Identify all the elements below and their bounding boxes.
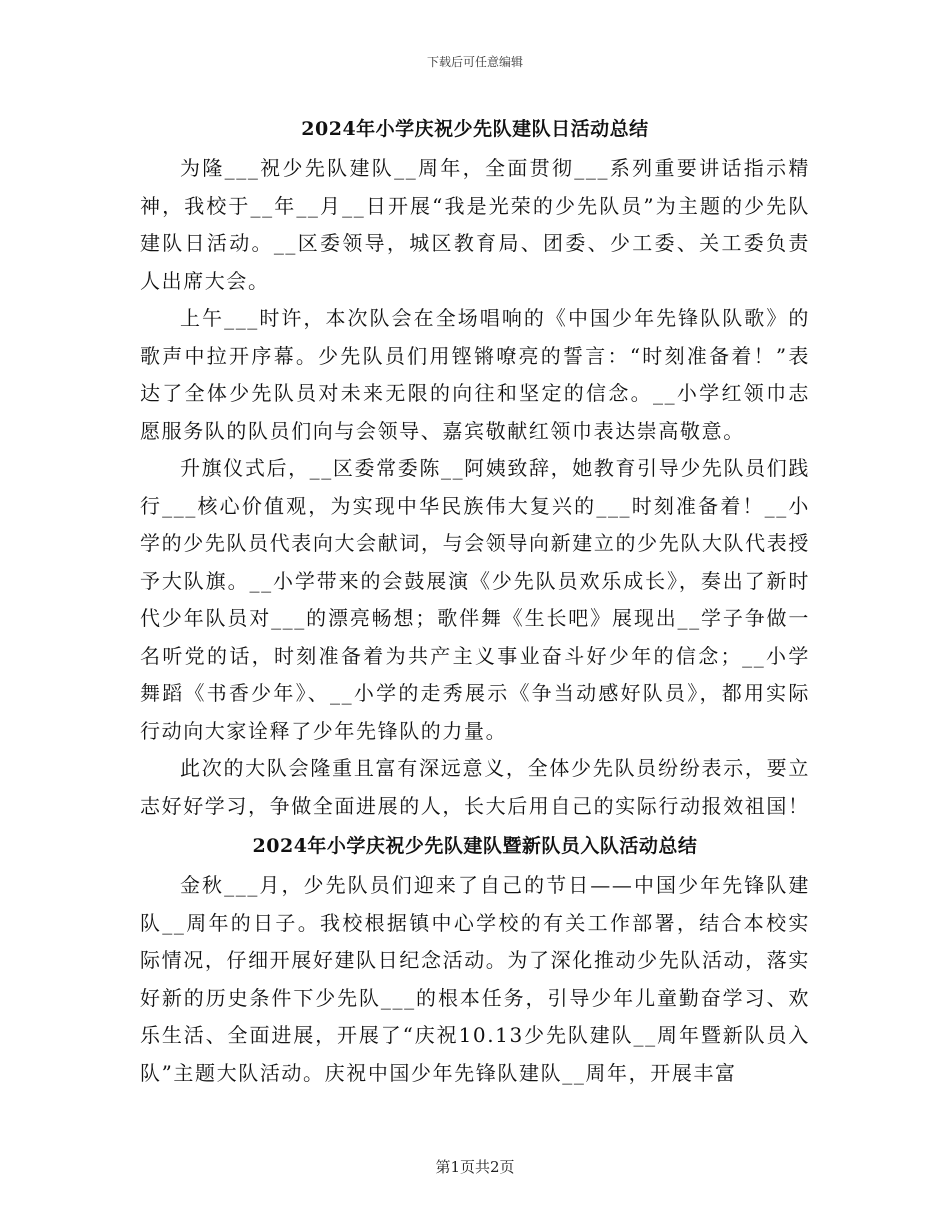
section-title: 2024年小学庆祝少先队建队暨新队员入队活动总结 — [252, 835, 698, 857]
header-note: 下载后可任意编辑 — [426, 55, 523, 69]
paragraph: 为隆___祝少先队建队__周年，全面贯彻___系列重要讲话指示精神，我校于__年__月__日开展“我是光荣的少先队员”为主题的少先队建队日活动。__区委领导，城区教育局、团委、少工委、关工委负责人出席大会。 — [140, 156, 810, 293]
paragraph: 升旗仪式后，__区委常委陈__阿姨致辞，她教育引导少先队员们践行___核心价值观，为实现中华民族伟大复兴的___时刻准备着！__小学的少先队员代表向大会献词，与会领导向新建立的少先队大队代表授予大队旗。__小学带来的会鼓展演《少先队员欢乐成长》，奏出了新时代少年队员对___的漂亮畅想；歌伴舞《生长吧》展现出__学子争做一名听党的话，时刻准备着为共产主义事业奋斗好少年的信念；__小学舞蹈《书香少年》、__小学的走秀展示《争当动感好队员》，都用实际行动向大家诠释了少年先锋队的力量。 — [140, 456, 810, 743]
paragraph: 此次的大队会隆重且富有深远意义，全体少先队员纷纷表示，要立志好好学习，争做全面进展的人，长大后用自己的实际行动报效祖国！ — [140, 756, 810, 818]
paragraph: 金秋___月，少先队员们迎来了自己的节日——中国少年先锋队建队__周年的日子。我校根据镇中心学校的有关工作部署，结合本校实际情况，仔细开展好建队日纪念活动。为了深化推动少先队活动，落实好新的历史条件下少先队___的根本任务，引导少年儿童勤奋学习、欢乐生活、全面进展，开展了“庆祝10.13少先队建队__周年暨新队员入队”主题大队活动。庆祝中国少年先锋队建队__周年，开展丰富 — [140, 873, 810, 1085]
section-title: 2024年小学庆祝少先队建队日活动总结 — [301, 118, 649, 140]
paragraph: 上午___时许，本次队会在全场唱响的《中国少年先锋队队歌》的歌声中拉开序幕。少先队员们用铿锵嘹亮的誓言：“时刻准备着！”表达了全体少先队员对未来无限的向往和坚定的信念。__小学红领巾志愿服务队的队员们向与会领导、嘉宾敬献红领巾表达崇高敬意。 — [140, 306, 810, 443]
page-footer: 第1页共2页 — [435, 1158, 515, 1176]
document-body — [140, 112, 810, 1092]
